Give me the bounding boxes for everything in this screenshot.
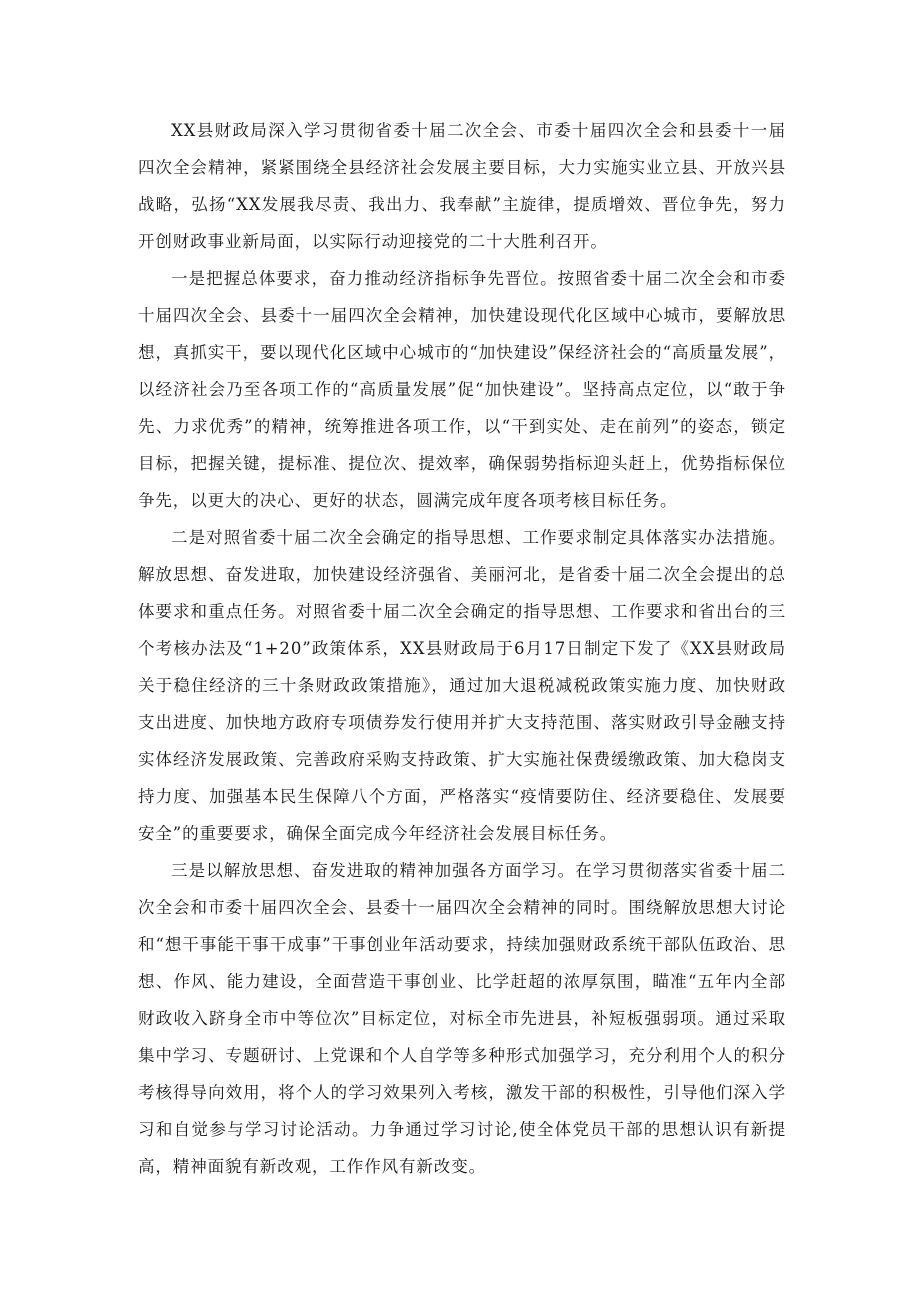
paragraph-intro: XX县财政局深入学习贯彻省委十届二次全会、市委十届四次全会和县委十一届四次全会精神，紧紧围绕全县经济社会发展主要目标，大力实施实业立县、开放兴县战略，弘扬“XX发展我尽责、我出力、我奉献”主旋律，提质增效、晋位争先，努力开创财政事业新局面，以实际行动迎接党的二十大胜利召开。 <box>138 121 786 251</box>
paragraph-point-three: 三是以解放思想、奋发进取的精神加强各方面学习。在学习贯彻落实省委十届二次全会和市委十届四次全会、县委十一届四次全会精神的同时。围绕解放思想大讨论和“想干事能干事干成事”干事创业年活动要求，持续加强财政系统干部队伍政治、思想、作风、能力建设，全面营造干事创业、比学赶超的浓厚氛围，瞄准“五年内全部财政收入跻身全市中等位次”目标定位，对标全市先进县，补短板强弱项。通过采取集中学习、专题研讨、上党课和个人自学等多种形式加强学习，充分利用个人的积分考核得导向效用，将个人的学习效果列入考核，激发干部的积极性，引导他们深入学习和自觉参与学习讨论活动。力争通过学习讨论,使全体党员干部的思想认识有新提高，精神面貌有新改观，工作作风有新改变。 <box>138 861 786 1176</box>
document-body <box>138 112 786 1185</box>
paragraph-point-two: 二是对照省委十届二次全会确定的指导思想、工作要求制定具体落实办法措施。解放思想、奋发进取，加快建设经济强省、美丽河北，是省委十届二次全会提出的总体要求和重点任务。对照省委十届二次全会确定的指导思想、工作要求和省出台的三个考核办法及“1+20”政策体系，XX县财政局于6月17日制定下发了《XX县财政局关于稳住经济的三十条财政政策措施》，通过加大退税减税政策实施力度、加快财政支出进度、加快地方政府专项债券发行使用并扩大支持范围、落实财政引导金融支持实体经济发展政策、完善政府采购支持政策、扩大实施社保费缓缴政策、加大稳岗支持力度、加强基本民生保障八个方面，严格落实“疫情要防住、经济要稳住、发展要安全”的重要要求，确保全面完成今年经济社会发展目标任务。 <box>138 528 786 843</box>
paragraph-point-one: 一是把握总体要求，奋力推动经济指标争先晋位。按照省委十届二次全会和市委十届四次全会、县委十一届四次全会精神，加快建设现代化区域中心城市，要解放思想，真抓实干，要以现代化区域中心城市的“加快建设”保经济社会的“高质量发展”，以经济社会乃至各项工作的“高质量发展”促“加快建设”。坚持高点定位，以“敢于争先、力求优秀”的精神，统筹推进各项工作，以“干到实处、走在前列”的姿态，锁定目标，把握关键，提标准、提位次、提效率，确保弱势指标迎头赶上，优势指标保位争先，以更大的决心、更好的状态，圆满完成年度各项考核目标任务。 <box>138 269 786 510</box>
